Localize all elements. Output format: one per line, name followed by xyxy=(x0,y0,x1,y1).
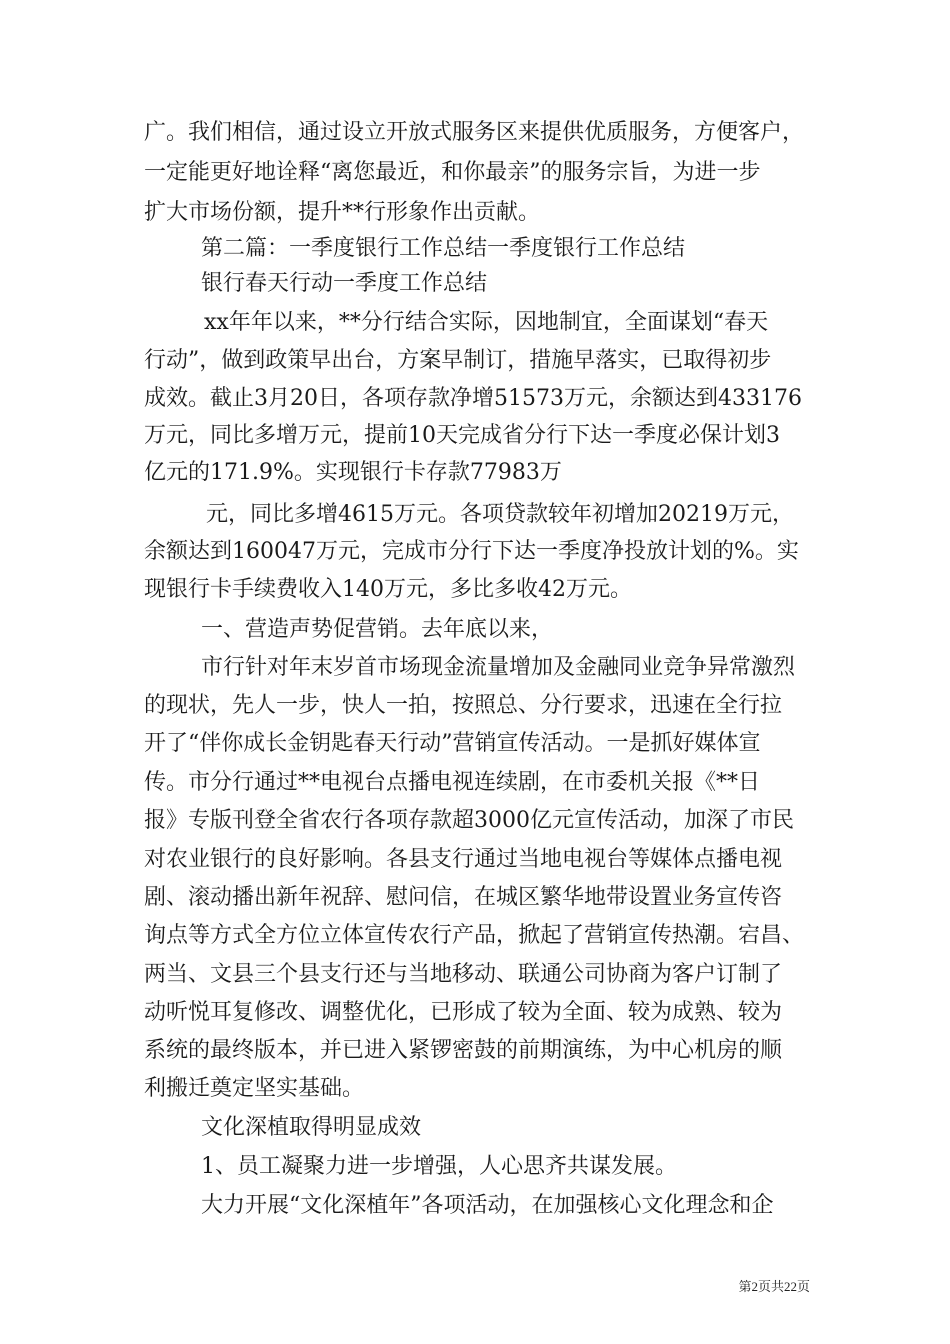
text-line: 动听悦耳复修改、调整优化，已形成了较为全面、较为成熟、较为 xyxy=(144,1000,783,1025)
text-line: 询点等方式全方位立体宣传农行产品，掀起了营销宣传热潮。宕昌、 xyxy=(144,923,805,948)
text-line: 亿元的171.9%。实现银行卡存款77983万 xyxy=(144,460,562,485)
text-line: 系统的最终版本，并已进入紧锣密鼓的前期演练，为中心机房的顺 xyxy=(144,1038,783,1063)
text-line: 广。我们相信，通过设立开放式服务区来提供优质服务，方便客户， xyxy=(144,120,805,145)
text-line: 市行针对年末岁首市场现金流量增加及金融同业竞争异常激烈 xyxy=(201,655,796,680)
text-line: 元，同比多增4615万元。各项贷款较年初增加20219万元， xyxy=(206,502,794,527)
list-item: 1、员工凝聚力进一步增强，人心思齐共谋发展。 xyxy=(201,1154,677,1179)
text-line: 余额达到160047万元，完成市分行下达一季度净投放计划的%。实 xyxy=(144,539,799,564)
page-number: 第2页共22页 xyxy=(738,1279,810,1294)
text-line: 行动”，做到政策早出台，方案早制订，措施早落实，已取得初步 xyxy=(144,348,772,373)
text-line: 报》专版刊登全省农行各项存款超3000亿元宣传活动，加深了市民 xyxy=(144,808,794,833)
text-line: 对农业银行的良好影响。各县支行通过当地电视台等媒体点播电视 xyxy=(144,847,783,872)
section-heading: 文化深植取得明显成效 xyxy=(201,1115,422,1140)
text-line: xx年年以来，**分行结合实际，因地制宜，全面谋划“春天 xyxy=(204,310,769,335)
text-line: 现银行卡手续费收入140万元，多比多收42万元。 xyxy=(144,577,632,602)
text-line: 剧、滚动播出新年祝辞、慰问信，在城区繁华地带设置业务宣传咨 xyxy=(144,885,783,910)
text-line: 两当、文县三个县支行还与当地移动、联通公司协商为客户订制了 xyxy=(144,962,783,987)
text-line: 传。市分行通过**电视台点播电视连续剧，在市委机关报《**日 xyxy=(144,770,761,795)
text-line: 开了“伴你成长金钥匙春天行动”营销宣传活动。一是抓好媒体宣 xyxy=(144,731,761,756)
text-line: 一定能更好地诠释“离您最近，和你最亲”的服务宗旨，为进一步 xyxy=(144,160,761,185)
text-line: 扩大市场份额，提升**行形象作出贡献。 xyxy=(144,200,541,225)
text-line: 大力开展“文化深植年”各项活动，在加强核心文化理念和企 xyxy=(201,1193,774,1218)
text-line: 成效。截止3月20日，各项存款净增51573万元，余额达到433176 xyxy=(144,386,802,411)
text-line: 一、营造声势促营销。去年底以来， xyxy=(201,617,554,642)
text-line: 利搬迁奠定坚实基础。 xyxy=(144,1076,365,1101)
text-line: 万元，同比多增万元，提前10天完成省分行下达一季度必保计划3 xyxy=(144,423,780,448)
section-subheading: 银行春天行动一季度工作总结 xyxy=(201,271,488,296)
text-line: 的现状，先人一步，快人一拍，按照总、分行要求，迅速在全行拉 xyxy=(144,693,783,718)
section-heading: 第二篇：一季度银行工作总结一季度银行工作总结 xyxy=(201,236,686,261)
